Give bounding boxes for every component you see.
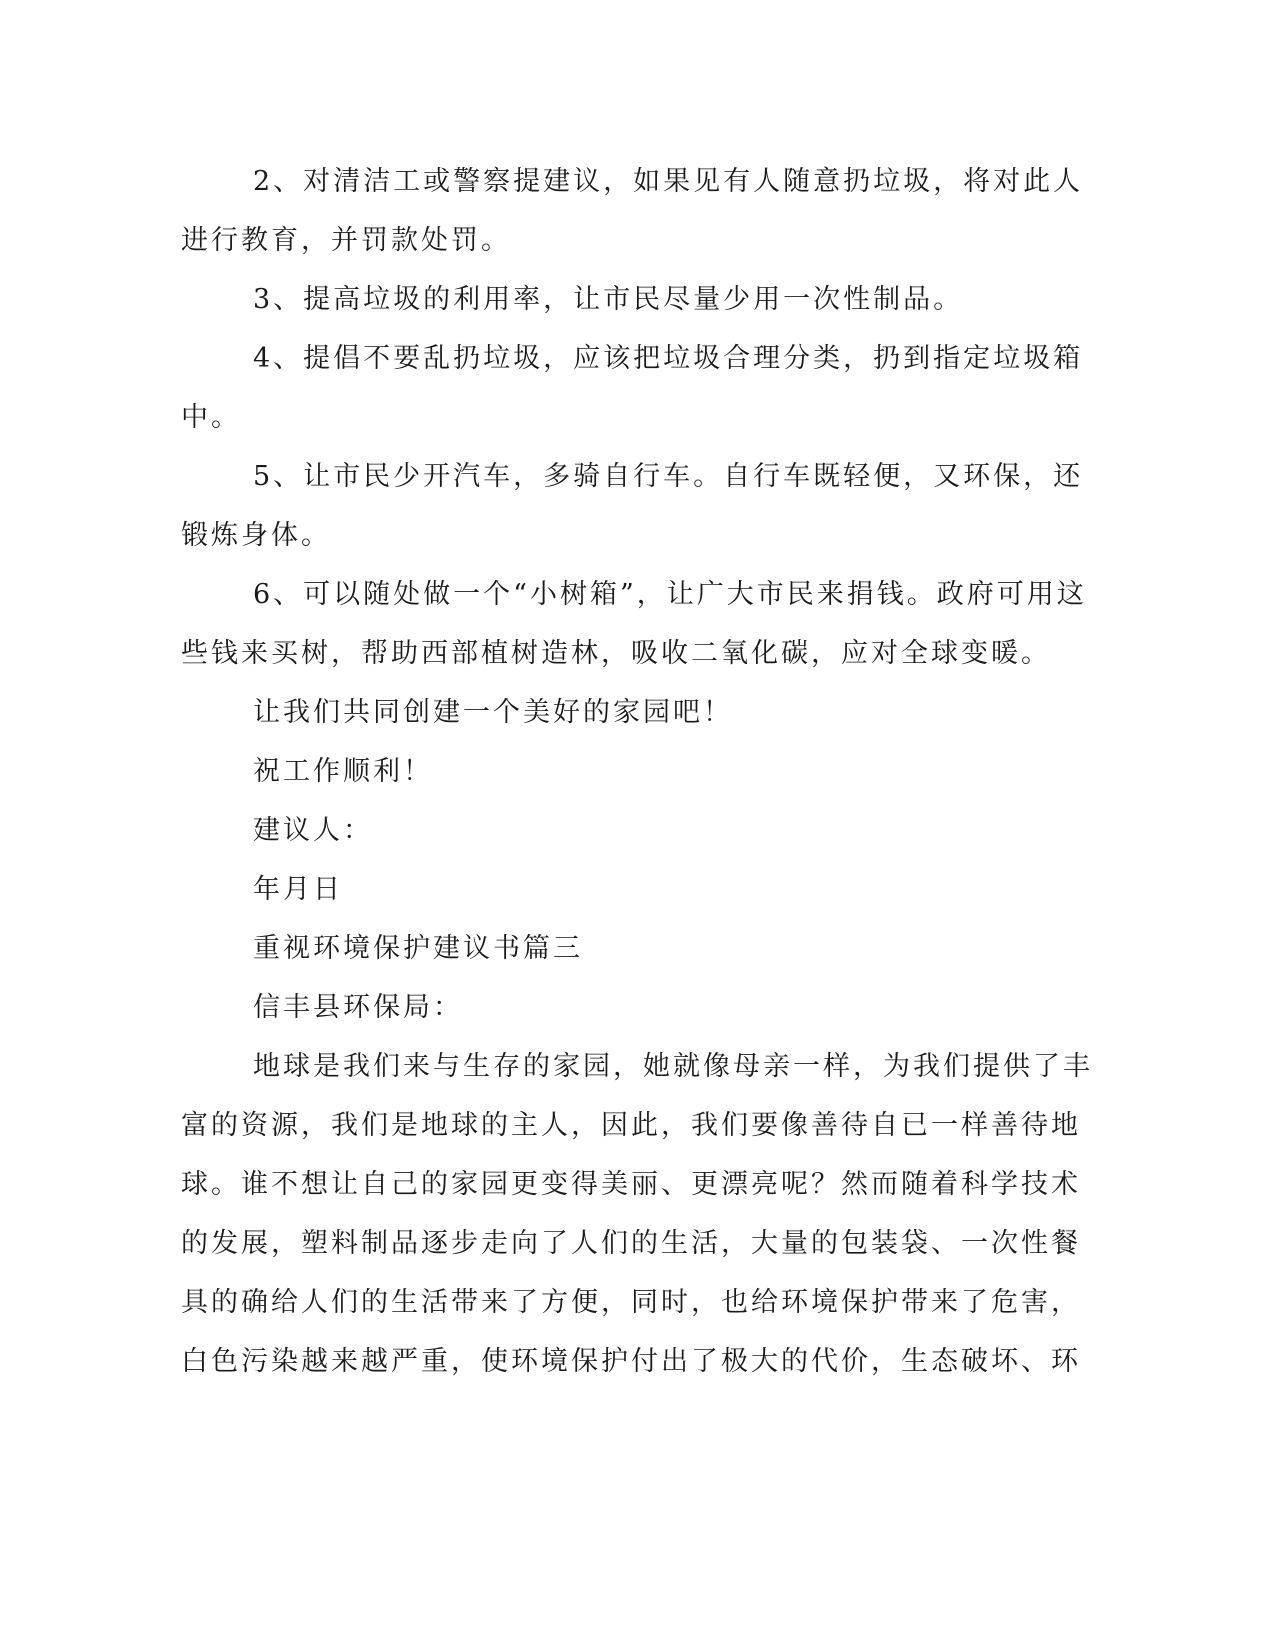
text-line: 年月日	[253, 874, 343, 905]
text-line: 地球是我们来与生存的家园，她就像母亲一样，为我们提供了丰	[253, 1051, 1093, 1082]
text-line: 5、让市民少开汽车，多骑自行车。自行车既轻便，又环保，还	[253, 461, 1084, 492]
document-body	[181, 152, 1093, 1391]
text-line: 3、提高垃圾的利用率，让市民尽量少用一次性制品。	[253, 284, 964, 315]
text-line: 些钱来买树，帮助西部植树造林，吸收二氧化碳，应对全球变暖。	[181, 638, 1051, 669]
text-line: 祝工作顺利！	[253, 756, 433, 787]
text-line: 进行教育，并罚款处罚。	[181, 225, 511, 256]
text-line: 信丰县环保局：	[253, 992, 463, 1023]
text-line: 锻炼身体。	[181, 520, 331, 551]
text-line: 让我们共同创建一个美好的家园吧！	[253, 697, 733, 728]
text-line: 中。	[181, 402, 241, 433]
text-line: 具的确给人们的生活带来了方便，同时，也给环境保护带来了危害，	[181, 1287, 1081, 1318]
text-line: 重视环境保护建议书篇三	[253, 933, 583, 964]
text-line: 的发展，塑料制品逐步走向了人们的生活，大量的包装袋、一次性餐	[181, 1228, 1081, 1259]
text-line: 6、可以随处做一个“小树箱”，让广大市民来捐钱。政府可用这	[253, 579, 1087, 610]
text-line: 4、提倡不要乱扔垃圾，应该把垃圾合理分类，扔到指定垃圾箱	[253, 343, 1084, 374]
text-line: 建议人：	[253, 815, 373, 846]
text-line: 球。谁不想让自己的家园更变得美丽、更漂亮呢？然而随着科学技术	[181, 1169, 1081, 1200]
text-line: 富的资源，我们是地球的主人，因此，我们要像善待自已一样善待地	[181, 1110, 1081, 1141]
text-line: 2、对清洁工或警察提建议，如果见有人随意扔垃圾，将对此人	[253, 166, 1084, 197]
text-line: 白色污染越来越严重，使环境保护付出了极大的代价，生态破坏、环	[181, 1346, 1081, 1377]
